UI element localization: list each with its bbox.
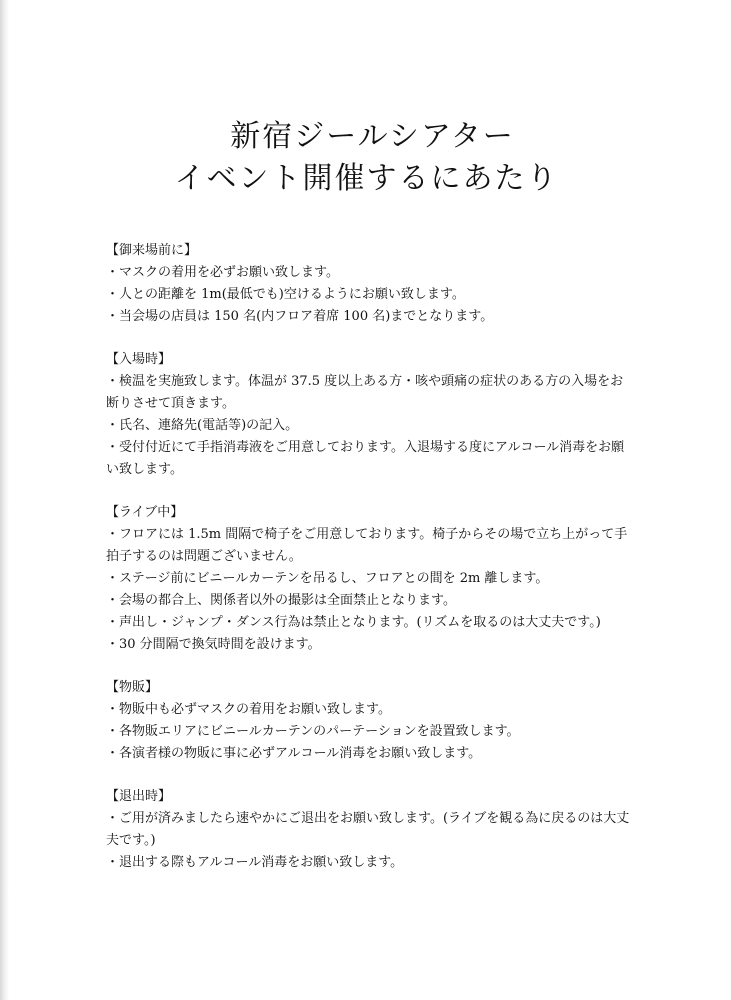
list-item: ・各演者様の物販に事に必ずアルコール消毒をお願い致します。 — [106, 746, 482, 761]
list-item: ・会場の都合上、関係者以外の撮影は全面禁止となります。 — [106, 593, 456, 608]
list-item: ・フロアには 1.5m 間隔で椅子をご用意しております。椅子からその場で立ち上がって手拍子するのは問題ございません。 — [106, 527, 628, 564]
section-heading: 【入場時】 — [106, 352, 172, 367]
section-heading: 【御来場前に】 — [106, 243, 198, 258]
section-list — [106, 262, 634, 328]
title-line-1: 新宿ジールシアター — [230, 119, 515, 154]
section-during-live — [106, 502, 634, 656]
list-item: ・当会場の店員は 150 名(内フロア着席 100 名)までとなります。 — [106, 309, 494, 324]
list-item: ・30 分間隔で換気時間を設けます。 — [106, 637, 321, 652]
section-list — [106, 371, 634, 481]
list-item: ・氏名、連絡先(電話等)の記入。 — [106, 418, 299, 433]
list-item: ・物販中も必ずマスクの着用をお願い致します。 — [106, 702, 391, 717]
section-entry — [106, 349, 634, 481]
section-before-arrival — [106, 240, 634, 328]
notice-body — [106, 240, 634, 895]
title-line-2: イベント開催するにあたり — [174, 161, 559, 196]
list-item: ・マスクの着用を必ずお願い致します。 — [106, 265, 339, 280]
section-list — [106, 808, 634, 874]
list-item: ・声出し・ジャンプ・ダンス行為は禁止となります。(リズムを取るのは大丈夫です。) — [106, 615, 601, 630]
list-item: ・人との距離を 1m(最低でも)空けるようにお願い致します。 — [106, 287, 465, 302]
list-item: ・退出する際もアルコール消毒をお願い致します。 — [106, 855, 404, 870]
section-exit — [106, 786, 634, 874]
section-list — [106, 524, 634, 656]
section-list — [106, 699, 634, 765]
section-heading: 【ライブ中】 — [106, 505, 184, 520]
list-item: ・ステージ前にビニールカーテンを吊るし、フロアとの間を 2m 離します。 — [106, 571, 549, 586]
list-item: ・各物販エリアにビニールカーテンのパーテーションを設置致します。 — [106, 724, 520, 739]
list-item: ・検温を実施致します。体温が 37.5 度以上ある方・咳や頭痛の症状のある方の入場をお断りさせて頂きます。 — [106, 374, 624, 411]
list-item: ・受付付近にて手指消毒液をご用意しております。入退場する度にアルコール消毒をお願い致します。 — [106, 440, 625, 477]
list-item: ・ご用が済みましたら速やかにご退出をお願い致します。(ライブを観る為に戻るのは大丈夫です。) — [106, 811, 630, 848]
section-heading: 【物販】 — [106, 680, 159, 695]
section-heading: 【退出時】 — [106, 789, 172, 804]
section-merchandise — [106, 677, 634, 765]
